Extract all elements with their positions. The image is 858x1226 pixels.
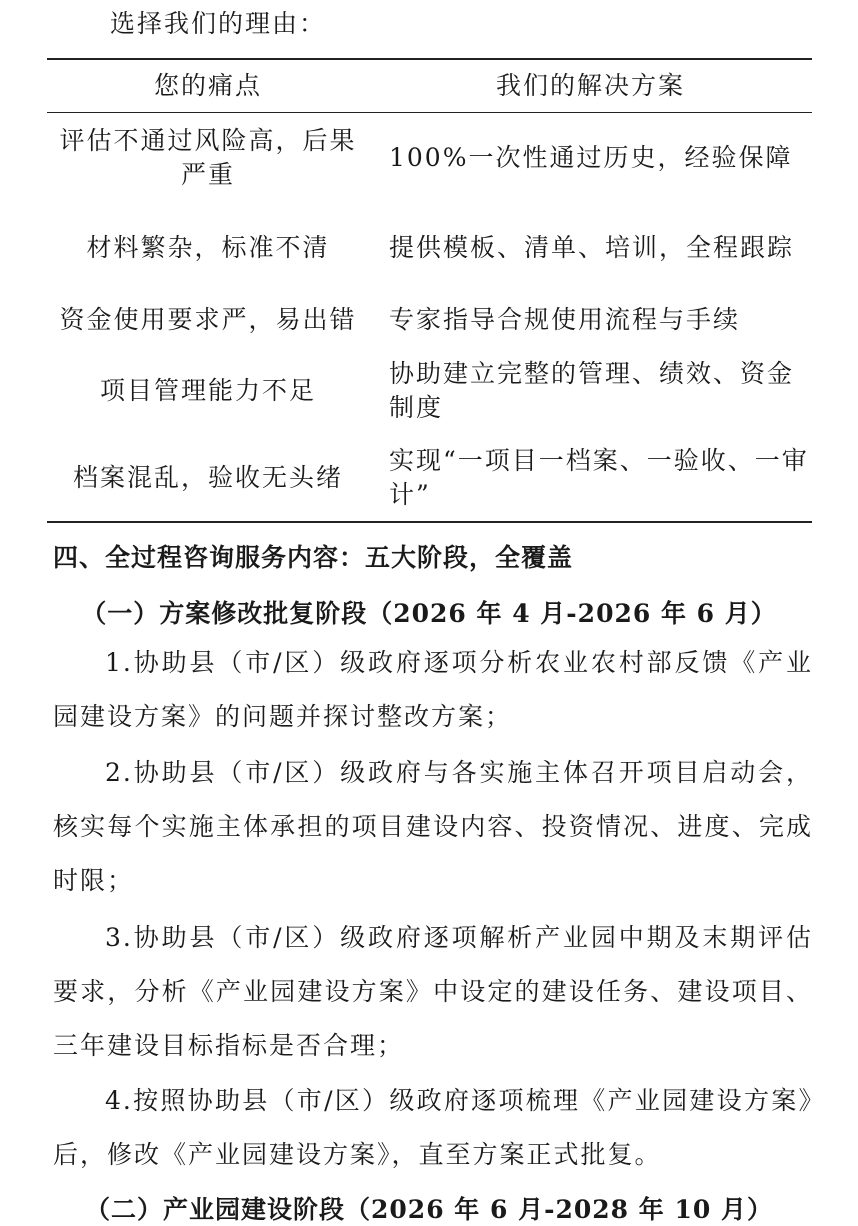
solution-cell: 提供模板、清单、培训，全程跟踪 xyxy=(389,233,795,262)
pain-cell: 评估不通过风险高，后果严重 xyxy=(59,126,357,189)
pain-cell: 档案混乱，验收无头绪 xyxy=(72,463,343,492)
solution-cell: 协助建立完整的管理、绩效、资金制度 xyxy=(389,359,795,422)
paragraph: 1.协助县（市/区）级政府逐项分析农业农村部反馈《产业园建设方案》的问题并探讨整改方案； xyxy=(53,648,813,731)
paragraph: 4.按照协助县（市/区）级政府逐项梳理《产业园建设方案》后，修改《产业园建设方案》，直至方案正式批复。 xyxy=(53,1086,813,1169)
reasons-table xyxy=(47,58,812,523)
pain-cell: 项目管理能力不足 xyxy=(99,376,316,405)
stage-heading: （二）产业园建设阶段（2026 年 6 月-2028 年 10 月） xyxy=(85,1195,773,1224)
table-row xyxy=(47,113,812,203)
stage-heading: （一）方案修改批复阶段（2026 年 4 月-2026 年 6 月） xyxy=(81,599,777,628)
table-row xyxy=(47,293,812,347)
solution-cell: 100%一次性通过历史，经验保障 xyxy=(389,143,793,172)
solution-cell: 实现“一项目一档案、一验收、一审计” xyxy=(389,446,809,509)
table-row xyxy=(47,347,812,435)
header-pain-point: 您的痛点 xyxy=(153,71,262,100)
header-solution: 我们的解决方案 xyxy=(495,71,685,100)
pain-cell: 材料繁杂，标准不清 xyxy=(86,233,330,262)
section-heading: 四、全过程咨询服务内容：五大阶段，全覆盖 xyxy=(53,543,574,572)
table-header-row xyxy=(47,60,812,112)
pain-cell: 资金使用要求严，易出错 xyxy=(59,305,357,334)
intro-text: 选择我们的理由： xyxy=(110,9,327,38)
paragraph: 3.协助县（市/区）级政府逐项解析产业园中期及末期评估要求，分析《产业园建设方案》中设定的建设任务、建设项目、三年建设目标指标是否合理； xyxy=(53,923,813,1060)
paragraph: 2.协助县（市/区）级政府与各实施主体召开项目启动会，核实每个实施主体承担的项目建设内容、投资情况、进度、完成时限； xyxy=(53,758,813,895)
solution-cell: 专家指导合规使用流程与手续 xyxy=(389,305,741,334)
table-row xyxy=(47,203,812,293)
table-row xyxy=(47,435,812,521)
